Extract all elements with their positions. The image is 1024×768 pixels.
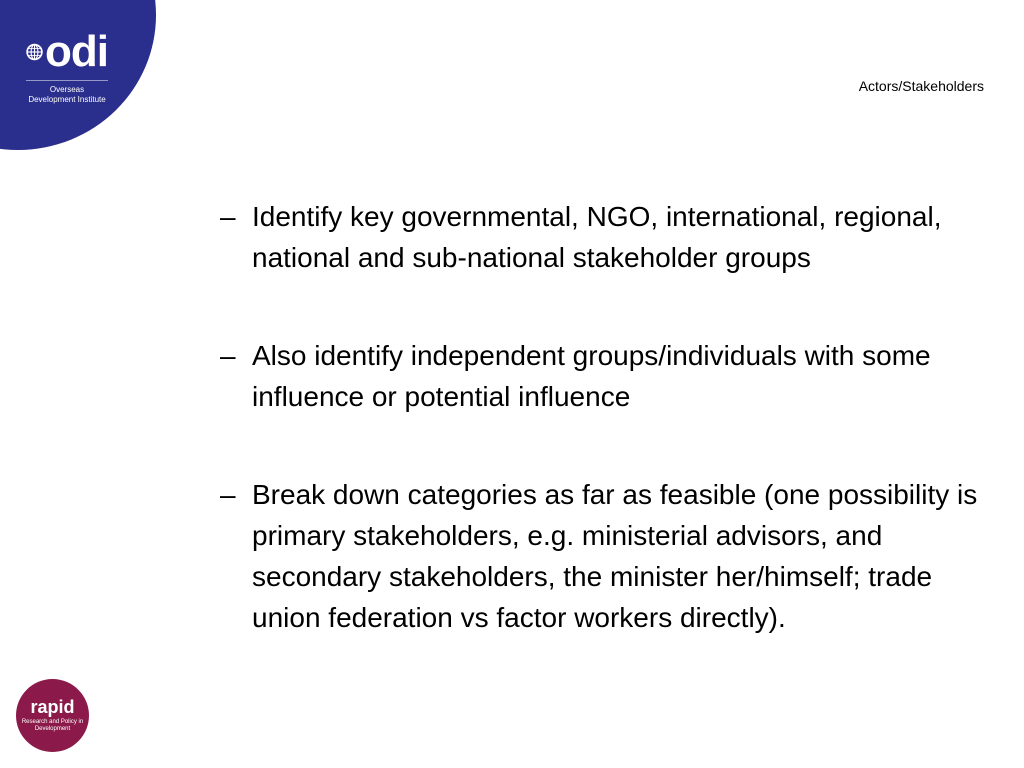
bullet-dash: – [220, 340, 236, 371]
globe-icon [26, 37, 43, 67]
bullet-text: Identify key governmental, NGO, international, regional, national and sub-national stakeholder groups [252, 201, 942, 273]
bullet-item [220, 196, 980, 278]
bullet-dash: – [220, 201, 236, 232]
bullet-text: Break down categories as far as feasible (one possibility is primary stakeholders, e.g. ministerial advisors, and secondary stakeholders, the minister her/himself; trade union federation vs factor workers directly). [252, 479, 978, 633]
odi-logo-text: odi [45, 27, 108, 76]
odi-logo-subtitle: Overseas Development Institute [26, 80, 108, 105]
bullet-item [220, 335, 980, 417]
bullet-list [220, 196, 980, 695]
bullet-item [220, 474, 980, 638]
rapid-logo-text: rapid [30, 697, 75, 717]
rapid-logo [16, 679, 89, 752]
odi-logo-mark [26, 27, 108, 76]
rapid-logo-subtitle: Research and Policy in Development [21, 719, 84, 732]
bullet-text: Also identify independent groups/individuals with some influence or potential influence [252, 340, 931, 412]
odi-logo [26, 27, 108, 105]
slide-title: Actors/Stakeholders [858, 78, 984, 94]
bullet-dash: – [220, 479, 236, 510]
